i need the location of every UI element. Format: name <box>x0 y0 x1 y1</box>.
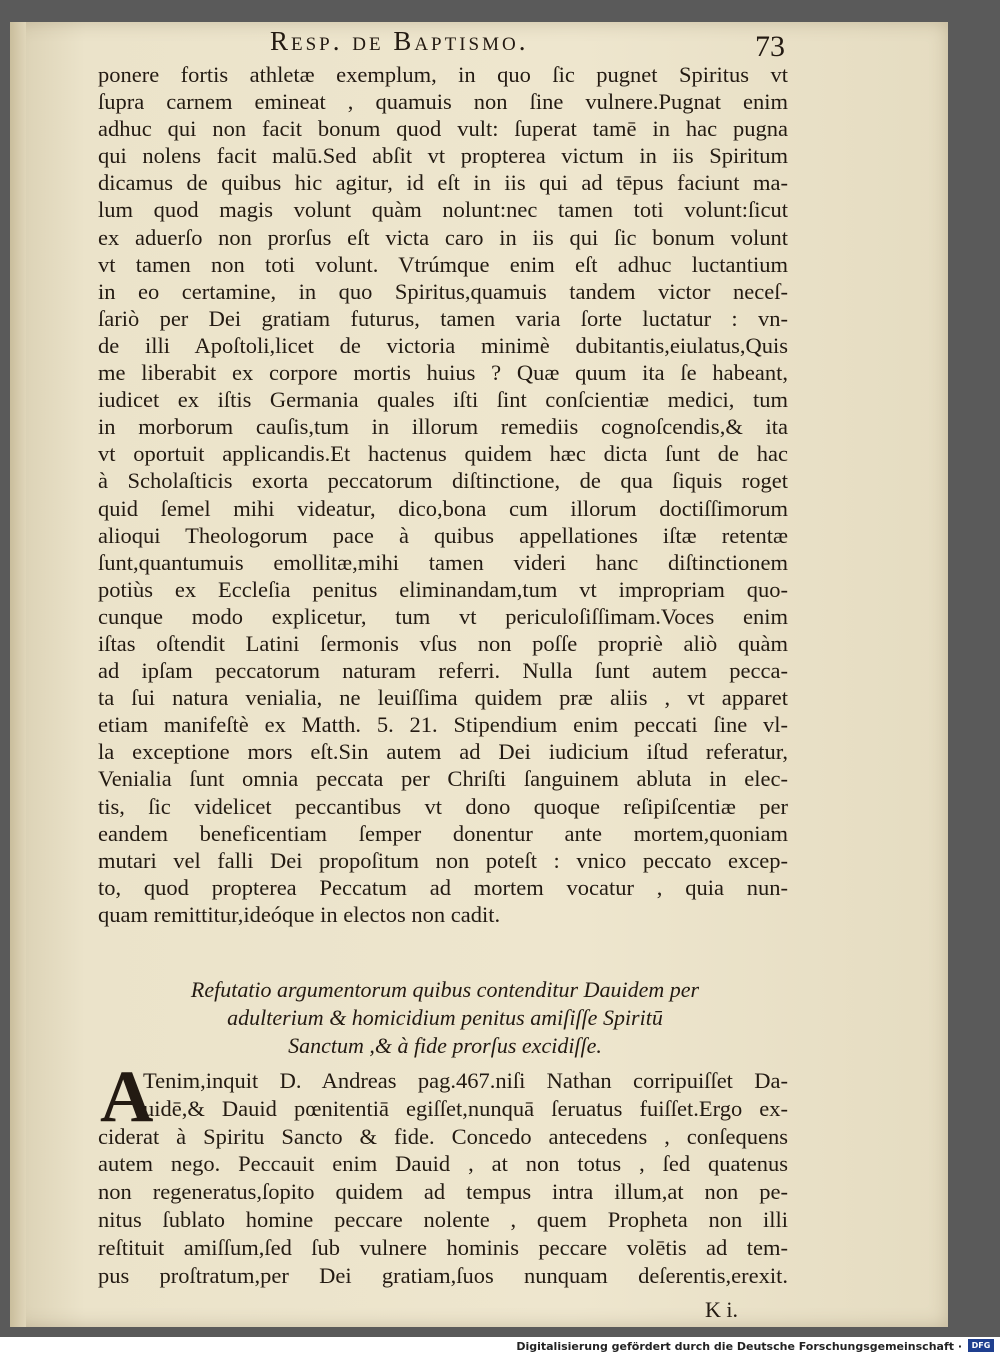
text-line: de illi Apoſtoli,licet de victoria minimè dubitantis,eiulatus,Quis <box>98 332 788 358</box>
text-line: ad ipſam peccatorum naturam referri. Nulla ſunt autem pecca- <box>98 658 788 684</box>
text-line: tis, ſic videlicet peccantibus vt dono quoque reſipiſcentiæ per <box>98 793 788 819</box>
catchword: K i. <box>705 1297 738 1322</box>
text-line: ſariò per Dei gratiam futurus, tamen varia ſorte luctatur : vn- <box>98 305 788 331</box>
text-line: ex aduerſo non prorſus eſt victa caro in iis qui ſic bonum volunt <box>98 224 788 250</box>
text-line: pus proſtratum,per Dei gratiam,ſuos nunquam deſerentis,erexit. <box>98 1262 788 1288</box>
text-line: ponere fortis athletæ exemplum, in quo ſic pugnet Spiritus vt <box>98 62 788 87</box>
heading-line: Sanctum ,& à fide prorſus excidiſſe. <box>288 1033 602 1058</box>
funding-notice: Digitalisierung gefördert durch die Deutsche Forschungsgemeinschaft · <box>516 1340 962 1353</box>
running-header: Resp. de Baptismo. <box>270 26 529 56</box>
footer-bar <box>0 1337 1000 1357</box>
text-line: la exceptione mors eſt.Sin autem ad Dei iudicium iſtud referatur, <box>98 739 788 765</box>
text-line: reſtituit amiſſum,ſed ſub vulnere hominis peccare volētis ad tem- <box>98 1234 788 1260</box>
text-line: cunque modo explicetur, tum vt periculoſiſſimam.Voces enim <box>98 603 788 629</box>
page-number: 73 <box>755 30 785 63</box>
text-line: lum quod magis volunt quàm nolunt:nec tamen toti volunt:ſicut <box>98 197 788 223</box>
text-line: vt oportuit applicandis.Et hactenus quidem hæc dicta ſunt de hac <box>98 441 788 467</box>
text-line: vt tamen non toti volunt. Vtrúmque enim eſt adhuc luctantium <box>98 251 788 277</box>
text-line: Tenim,inquit D. Andreas pag.467.niſi Nathan corripuiſſet Da- <box>143 1068 788 1093</box>
text-line: autem nego. Peccauit enim Dauid , at non totus , ſed quatenus <box>98 1151 788 1177</box>
text-line: potiùs ex Eccleſia penitus eliminandam,tum vt impropriam quo- <box>98 576 788 602</box>
text-line: in morborum cauſis,tum in illorum remediis cognoſcendis,& ita <box>98 414 788 440</box>
text-line: mutari vel falli Dei propoſitum non poteſt : vnico peccato excep- <box>98 847 788 873</box>
text-line: me liberabit ex corpore mortis huius ? Quæ quum ita ſe habeant, <box>98 360 788 386</box>
text-line: iſtas oſtendit Latini ſermonis vſus non poſſe propriè aliò quàm <box>98 630 788 656</box>
text-line: iudicet ex iſtis Germania quales iſti ſint conſcientiæ medici, tum <box>98 387 788 413</box>
second-paragraph <box>98 1067 788 1289</box>
text-line: quam remittitur,ideóque in electos non cadit. <box>98 901 501 927</box>
text-line: in eo certamine, in quo Spiritus,quamuis tandem victor neceſ- <box>98 278 788 304</box>
page-gutter <box>10 22 26 1327</box>
heading-line: Refutatio argumentorum quibus contenditur Dauidem per <box>190 977 700 1002</box>
text-line: etiam manifeſtè ex Matth. 5. 21. Stipendium enim peccati ſine vl- <box>98 712 788 738</box>
text-line: quid ſemel mihi videatur, dico,bona cum illorum doctiſſimorum <box>98 495 788 521</box>
text-line: to, quod propterea Peccatum ad mortem vocatur , quia nun- <box>98 874 788 900</box>
text-line: alioqui Theologorum pace à quibus appellationes iſtæ retentæ <box>98 522 788 548</box>
text-line: ciderat à Spiritu Sancto & fide. Concedo antecedens , conſequens <box>98 1123 788 1149</box>
text-line: qui nolens facit malū.Sed abſit vt propterea victum in iis Spiritum <box>98 143 788 169</box>
text-line: Venialia ſunt omnia peccata per Chriſti ſanguinem abluta in elec- <box>98 766 788 792</box>
dfg-logo-icon: DFG <box>968 1339 994 1352</box>
text-line: nitus ſublato homine peccare nolente , quem Propheta non illi <box>98 1206 788 1232</box>
section-heading <box>120 976 770 1060</box>
text-line: ta ſui natura venialia, ne leuiſſima quidem præ aliis , vt apparet <box>98 685 788 711</box>
body-paragraph <box>98 61 788 928</box>
text-line: ſunt,quantumuis emollitæ,mihi tamen videri hanc diſtinctionem <box>98 549 788 575</box>
text-line: non regeneratus,ſopito quidem ad tempus intra illum,at non pe- <box>98 1179 788 1205</box>
heading-line: adulterium & homicidium penitus amiſiſſe Spiritū <box>227 1005 663 1030</box>
text-line: eandem beneficentiam ſemper donentur ante mortem,quoniam <box>98 820 788 846</box>
text-line: dicamus de quibus hic agitur, id eſt in iis qui ad tēpus faciunt ma- <box>98 170 788 196</box>
text-line: à Scholaſticis exorta peccatorum diſtinctione, de qua ſiquis roget <box>98 468 788 494</box>
text-line: ſupra carnem emineat , quamuis non ſine vulnere.Pugnat enim <box>98 89 788 115</box>
text-line: uidē,& Dauid pœnitentiā egiſſet,nunquā ſeruatus fuiſſet.Ergo ex- <box>143 1095 788 1121</box>
drop-cap: A <box>100 1056 154 1138</box>
text-line: adhuc qui non facit bonum quod vult: ſuperat tamē in hac pugna <box>98 116 788 142</box>
